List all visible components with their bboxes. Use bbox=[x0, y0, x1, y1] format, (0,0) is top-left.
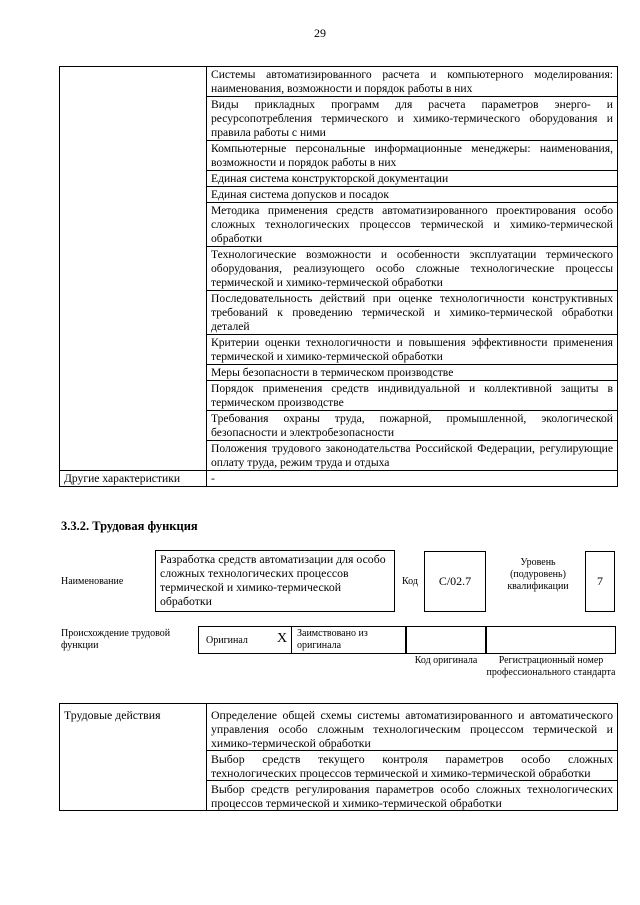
table-cell: Положения трудового законодательства Российской Федерации, регулирующие оплату труда, режим труда и отдыха bbox=[207, 441, 618, 471]
code-box: C/02.7 bbox=[424, 551, 486, 612]
original-mark: X bbox=[277, 631, 288, 646]
reg-number-box bbox=[486, 626, 616, 654]
table-cell: Технологические возможности и особенности эксплуатации термического оборудования, реализующего особо сложные технологические процессы термической и химико-термической обработки bbox=[207, 247, 618, 291]
table-cell: Требования охраны труда, пожарной, промышленной, экологической безопасности и электробезопасности bbox=[207, 411, 618, 441]
table-cell: Единая система конструкторской документации bbox=[207, 171, 618, 187]
code-original-box bbox=[406, 626, 486, 654]
labor-actions-label: Трудовые действия bbox=[60, 704, 207, 811]
table-cell: Методика применения средств автоматизированного проектирования особо сложных технологических процессов термической и химико-термической обработки bbox=[207, 203, 618, 247]
table-row bbox=[60, 471, 618, 487]
label-cell bbox=[60, 67, 207, 471]
table-cell: Системы автоматизированного расчета и компьютерного моделирования: наименования, возможности и порядок работы в них bbox=[207, 67, 618, 97]
original-label: Оригинал bbox=[206, 635, 248, 646]
table-cell: Выбор средств текущего контроля параметров особо сложных технологических процессов термической и химико-термической обработки bbox=[207, 751, 618, 781]
origin-box bbox=[198, 626, 406, 654]
table-cell: Меры безопасности в термическом производстве bbox=[207, 365, 618, 381]
origin-divider bbox=[291, 627, 292, 653]
table-cell: Последовательность действий при оценке технологичности конструктивных требований к проведению термической и химико-термической обработки деталей bbox=[207, 291, 618, 335]
table-cell: Определение общей схемы системы автоматизированного и автоматического управления особо сложным технологическим процессом термической и химико-термической обработки bbox=[207, 704, 618, 751]
table-row bbox=[60, 67, 618, 97]
other-characteristics-label: Другие характеристики bbox=[60, 471, 207, 487]
labor-actions-table bbox=[59, 703, 618, 811]
table-cell: Критерии оценки технологичности и повышения эффективности применения термической и химико-термической обработки bbox=[207, 335, 618, 365]
level-label: Уровень (подуровень) квалификации bbox=[507, 557, 569, 592]
borrowed-label: Заимствовано из оригинала bbox=[297, 628, 368, 651]
page-number: 29 bbox=[314, 26, 326, 40]
origin-label: Происхождение трудовой функции bbox=[61, 628, 171, 651]
table-cell: Порядок применения средств индивидуальной и коллективной защиты в термическом производстве bbox=[207, 381, 618, 411]
name-label: Наименование bbox=[61, 576, 124, 587]
table-cell: Компьютерные персональные информационные менеджеры: наименования, возможности и порядок работы в них bbox=[207, 141, 618, 171]
other-characteristics-value: - bbox=[207, 471, 618, 487]
table-cell: Выбор средств регулирования параметров особо сложных технологических процессов термической и химико-термической обработки bbox=[207, 781, 618, 811]
section-heading: 3.3.2. Трудовая функция bbox=[61, 519, 198, 533]
function-name-box: Разработка средств автоматизации для особо сложных технологических процессов термической и химико-термической обработки bbox=[155, 550, 395, 612]
table-cell: Виды прикладных программ для расчета параметров энерго- и ресурсопотребления термического и химико-термического оборудования и правила работы с ними bbox=[207, 97, 618, 141]
code-label: Код bbox=[402, 576, 418, 587]
table-cell: Единая система допусков и посадок bbox=[207, 187, 618, 203]
knowledge-table bbox=[59, 66, 618, 487]
table-row bbox=[60, 704, 618, 751]
code-original-caption: Код оригинала bbox=[414, 655, 478, 666]
reg-number-caption: Регистрационный номер профессионального стандарта bbox=[486, 655, 616, 678]
level-box: 7 bbox=[585, 551, 615, 612]
